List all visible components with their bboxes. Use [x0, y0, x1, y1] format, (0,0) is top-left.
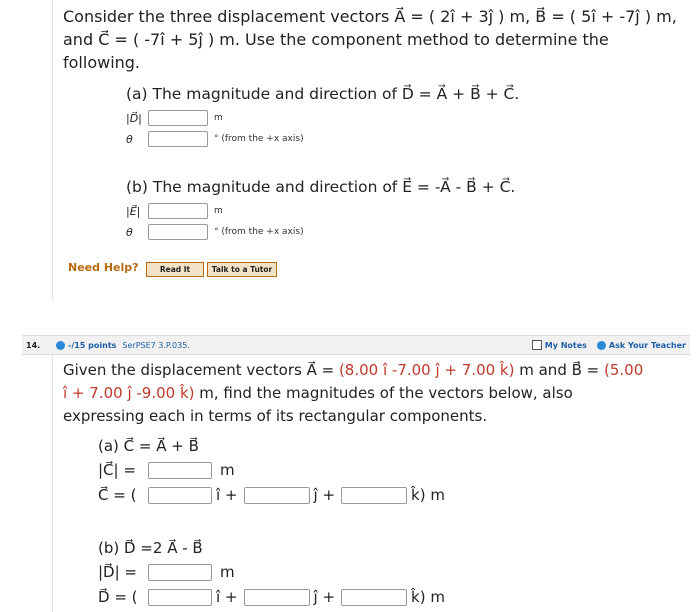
direction-e-input[interactable] — [148, 224, 208, 240]
vector-a-value: (8.00 î -7.00 ĵ + 7.00 k̂) — [338, 361, 515, 379]
magnitude-d14-label: |D⃗| = — [98, 563, 137, 581]
j-plus: ĵ + — [313, 588, 336, 606]
plus-icon — [597, 341, 606, 350]
d-j-input[interactable] — [244, 589, 310, 606]
degree-unit: ° (from the +x axis) — [214, 227, 304, 237]
question-14-header — [22, 335, 690, 355]
vector-d14-row — [98, 588, 445, 606]
direction-e-row — [126, 223, 304, 241]
intro-line-3: following. — [63, 53, 141, 72]
part-b-prompt: (b) The magnitude and direction of E⃗ = -A⃗ - B⃗ + C⃗. — [126, 178, 516, 196]
unit-label: m — [214, 206, 223, 216]
i-plus: î + — [216, 486, 238, 504]
talk-to-tutor-button[interactable]: Talk to a Tutor — [207, 262, 277, 277]
question-13-intro — [63, 5, 683, 74]
question-code: SerPSE7 3.P.035. — [122, 340, 190, 350]
d-i-input[interactable] — [148, 589, 212, 606]
question-14-text — [63, 359, 688, 428]
part-a-prompt: (a) The magnitude and direction of D⃗ = A⃗ + B⃗ + C⃗. — [126, 85, 520, 103]
intro-text: Consider the three displacement vectors — [63, 7, 395, 26]
magnitude-e-row — [126, 202, 223, 220]
c-k-input[interactable] — [341, 487, 407, 504]
q14-part-a: (a) C⃗ = A⃗ + B⃗ — [98, 437, 199, 455]
need-help-label: Need Help? — [68, 261, 139, 274]
vector-b-value: (5.00 — [604, 361, 644, 379]
magnitude-d14-row — [98, 563, 235, 581]
my-notes-button[interactable]: My Notes — [544, 340, 587, 350]
direction-d-input[interactable] — [148, 131, 208, 147]
magnitude-e-input[interactable] — [148, 203, 208, 219]
i-plus: î + — [216, 588, 238, 606]
theta-label: θ — [126, 132, 133, 146]
d-k-input[interactable] — [341, 589, 407, 606]
j-plus: ĵ + — [313, 486, 336, 504]
k-unit: k̂) m — [411, 486, 445, 504]
magnitude-d-row — [126, 109, 223, 127]
magnitude-d-input[interactable] — [148, 110, 208, 126]
vector-b: B⃗ = ( 5î + -7ĵ ) m, — [535, 7, 677, 26]
intro-line-2: and C⃗ = ( -7î + 5ĵ ) m. Use the component method to determine the — [63, 30, 609, 49]
direction-d-row — [126, 130, 304, 148]
vector-b-value-cont: î + 7.00 ĵ -9.00 k̂) — [63, 384, 195, 402]
text: m and B⃗ = — [514, 361, 604, 379]
vector-c-label: C⃗ = ( — [98, 486, 137, 504]
text: m, find the magnitudes of the vectors below, also — [194, 384, 573, 402]
c-j-input[interactable] — [244, 487, 310, 504]
vector-a: A⃗ = ( 2î + 3ĵ ) m, — [394, 7, 536, 26]
notes-icon — [532, 340, 542, 350]
magnitude-c-label: |C⃗| = — [98, 461, 136, 479]
question-number: 14. — [26, 340, 41, 350]
unit-label: m — [214, 113, 223, 123]
ask-teacher-button[interactable]: Ask Your Teacher — [608, 340, 686, 350]
unit-label: m — [220, 461, 235, 479]
magnitude-d-label: |D⃗| — [126, 111, 142, 125]
k-unit: k̂) m — [411, 588, 445, 606]
magnitude-e-label: |E⃗| — [126, 204, 141, 218]
vector-d14-label: D⃗ = ( — [98, 588, 138, 606]
text: Given the displacement vectors A⃗ = — [63, 361, 339, 379]
read-it-button[interactable]: Read It — [146, 262, 204, 277]
text: expressing each in terms of its rectangular components. — [63, 407, 488, 425]
c-i-input[interactable] — [148, 487, 212, 504]
unit-label: m — [220, 563, 235, 581]
q14-part-b: (b) D⃗ =2 A⃗ - B⃗ — [98, 539, 203, 557]
points-label: -/15 points — [68, 340, 117, 350]
plus-icon — [56, 341, 65, 350]
magnitude-c-input[interactable] — [148, 462, 212, 479]
theta-label: θ — [126, 225, 133, 239]
degree-unit: ° (from the +x axis) — [214, 134, 304, 144]
magnitude-d14-input[interactable] — [148, 564, 212, 581]
magnitude-c-row — [98, 461, 235, 479]
vector-c-row — [98, 486, 445, 504]
